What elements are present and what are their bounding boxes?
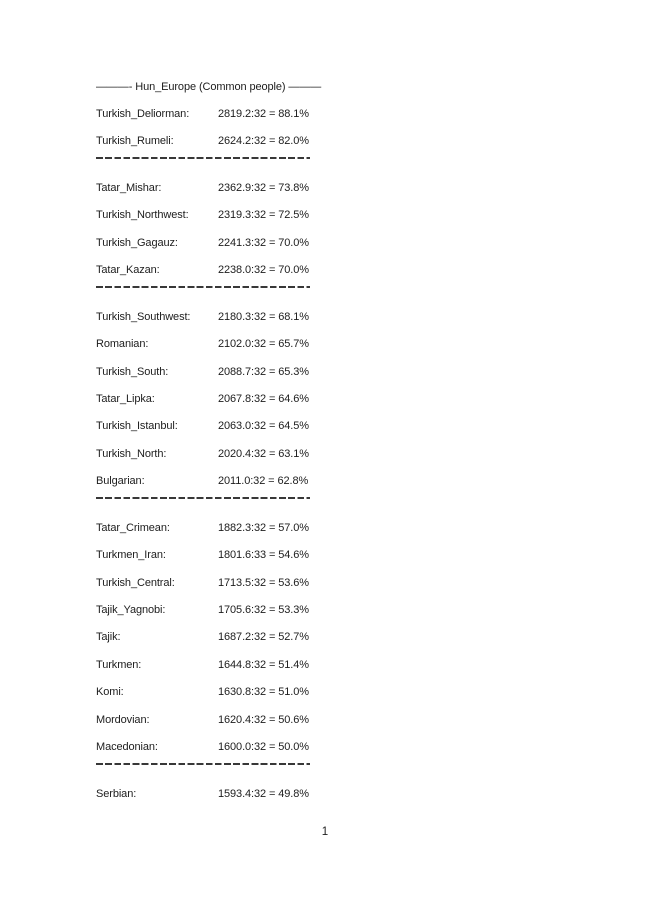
distance-value: 1630.8:32 = 51.0% — [218, 686, 309, 699]
population-label: Tatar_Kazan: — [96, 264, 160, 277]
section-divider — [96, 286, 310, 288]
distance-value: 1620.4:32 = 50.6% — [218, 713, 309, 726]
population-label: Romanian: — [96, 338, 149, 351]
population-label: Turkish_North: — [96, 447, 167, 460]
result-row — [96, 604, 336, 617]
distance-value: 1600.0:32 = 50.0% — [218, 740, 309, 753]
result-row — [96, 135, 336, 148]
distance-value: 1801.6:33 = 54.6% — [218, 549, 309, 562]
result-row — [96, 577, 336, 590]
section-divider — [96, 763, 310, 765]
distance-value: 2241.3:32 = 70.0% — [218, 236, 309, 249]
population-label: Turkish_Rumeli: — [96, 135, 174, 148]
population-label: Turkish_Deliorman: — [96, 107, 190, 120]
distance-value: 1713.5:32 = 53.6% — [218, 576, 309, 589]
result-row — [96, 659, 336, 672]
distance-value: 2238.0:32 = 70.0% — [218, 264, 309, 277]
result-row — [96, 788, 336, 801]
distance-value: 2362.9:32 = 73.8% — [218, 181, 309, 194]
result-row — [96, 686, 336, 699]
population-label: Turkmen_Iran: — [96, 549, 166, 562]
distance-value: 2088.7:32 = 65.3% — [218, 365, 309, 378]
population-label: Tajik: — [96, 631, 121, 644]
result-row — [96, 209, 336, 222]
population-label: Turkish_South: — [96, 365, 169, 378]
distance-value: 2067.8:32 = 64.6% — [218, 392, 309, 405]
list-header: ———- Hun_Europe (Common people) ——— — [96, 80, 322, 93]
result-row — [96, 182, 336, 195]
population-label: Turkish_Southwest: — [96, 310, 191, 323]
result-row — [96, 741, 336, 754]
population-label: Tatar_Lipka: — [96, 392, 155, 405]
distance-value: 2063.0:32 = 64.5% — [218, 420, 309, 433]
distance-value: 1882.3:32 = 57.0% — [218, 521, 309, 534]
section-divider — [96, 497, 310, 499]
distance-value: 1705.6:32 = 53.3% — [218, 603, 309, 616]
distance-value: 2020.4:32 = 63.1% — [218, 447, 309, 460]
distance-value: 2102.0:32 = 65.7% — [218, 338, 309, 351]
distance-value: 1593.4:32 = 49.8% — [218, 787, 309, 800]
distance-value: 2319.3:32 = 72.5% — [218, 209, 309, 222]
result-row — [96, 714, 336, 727]
distance-value: 2624.2:32 = 82.0% — [218, 135, 309, 148]
population-label: Macedonian: — [96, 740, 158, 753]
population-label: Tatar_Mishar: — [96, 181, 162, 194]
result-row — [96, 393, 336, 406]
section-divider — [96, 157, 310, 159]
result-row — [96, 475, 336, 488]
population-label: Turkmen: — [96, 658, 142, 671]
population-label: Bulgarian: — [96, 475, 145, 488]
result-row — [96, 522, 336, 535]
distance-value: 1687.2:32 = 52.7% — [218, 631, 309, 644]
population-label: Komi: — [96, 686, 124, 699]
result-row — [96, 108, 336, 121]
result-row — [96, 264, 336, 277]
result-row — [96, 311, 336, 324]
population-label: Turkish_Istanbul: — [96, 420, 178, 433]
result-row — [96, 448, 336, 461]
population-label: Turkish_Central: — [96, 576, 175, 589]
result-row — [96, 420, 336, 433]
distance-value: 2180.3:32 = 68.1% — [218, 310, 309, 323]
population-label: Mordovian: — [96, 713, 150, 726]
result-row — [96, 237, 336, 250]
result-row — [96, 366, 336, 379]
population-label: Tajik_Yagnobi: — [96, 603, 166, 616]
population-label: Turkish_Northwest: — [96, 209, 189, 222]
page-number: 1 — [321, 826, 329, 838]
distance-value: 2011.0:32 = 62.8% — [218, 475, 309, 488]
result-row — [96, 631, 336, 644]
population-label: Tatar_Crimean: — [96, 521, 170, 534]
distance-value: 2819.2:32 = 88.1% — [218, 107, 309, 120]
population-label: Serbian: — [96, 787, 137, 800]
result-row — [96, 338, 336, 351]
population-label: Turkish_Gagauz: — [96, 236, 178, 249]
distance-value: 1644.8:32 = 51.4% — [218, 658, 309, 671]
result-row — [96, 549, 336, 562]
